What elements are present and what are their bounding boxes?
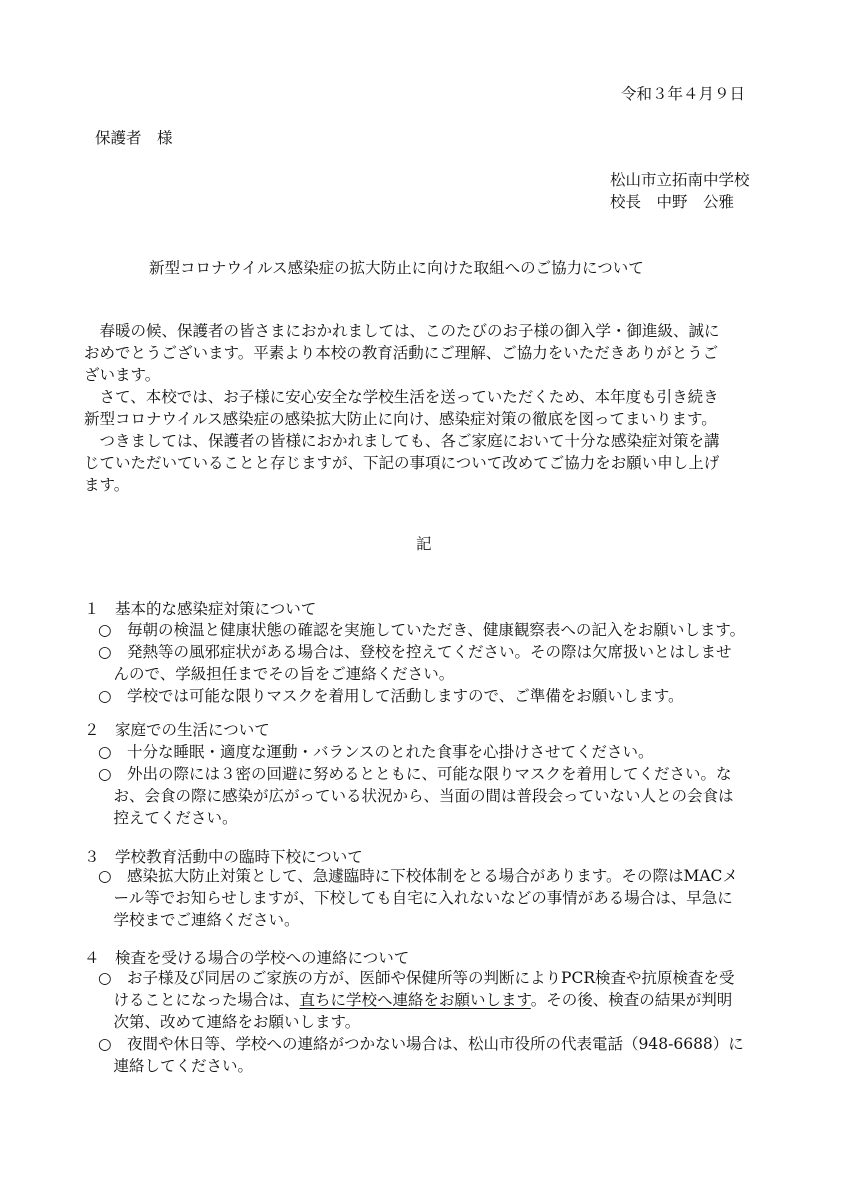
section-heading: １ 基本的な感染症対策について (84, 600, 317, 618)
addressee: 保護者 様 (95, 129, 173, 147)
body-line: おめでとうございます。平素より本校の教育活動にご理解、ご協力をいただきありがとうご (84, 344, 719, 362)
ki-heading: 記 (416, 535, 432, 553)
body-line: ます。 (84, 476, 130, 494)
section-line: お、会食の際に感染が広がっている状況から、当面の間は普段会っていない人との会食は (98, 787, 734, 805)
section-line: んので、学級担任までその旨をご連絡ください。 (98, 665, 455, 683)
section-heading: ３ 学校教育活動中の臨時下校について (84, 848, 363, 866)
body-line: 春暖の候、保護者の皆さまにおかれましては、このたびのお子様の御入学・御進級、誠に (84, 322, 720, 340)
section-line: ール等でお知らせしますが、下校しても自宅に入れないなどの事情がある場合は、早急に (98, 889, 733, 907)
school-name: 松山市立拓南中学校 (610, 171, 750, 189)
section-line: 次第、改めて連絡をお願いします。 (98, 1013, 361, 1031)
section-line: ○ 発熱等の風邪症状がある場合は、登校を控えてください。その際は欠席扱いとはしませ (98, 643, 732, 661)
letter-title: 新型コロナウイルス感染症の拡大防止に向けた取組へのご協力について (149, 259, 644, 277)
letter-date: 令和３年４月９日 (621, 85, 746, 103)
section-line-with-emphasis (98, 988, 732, 1010)
section-line: 学校までご連絡ください。 (98, 911, 300, 929)
section-line: ○ 十分な睡眠・適度な運動・バランスのとれた食事を心掛けさせてください。 (98, 743, 654, 761)
section-line: ○ 外出の際には３密の回避に努めるとともに、可能な限りマスクを着用してください。な (98, 765, 732, 783)
section-heading: ２ 家庭での生活について (84, 721, 270, 739)
section-line: ○ 毎朝の検温と健康状態の確認を実施していただき、健康観察表への記入をお願いします。 (98, 621, 746, 639)
section-line: ○ お子様及び同居のご家族の方が、医師や保健所等の判断によりPCR検査や抗原検査を受 (98, 969, 735, 987)
section-line-text: けることになった場合は、 (98, 991, 300, 1009)
section-heading: ４ 検査を受ける場合の学校への連絡について (84, 949, 410, 967)
section-line-text: 。その後、検査の結果が判明 (530, 991, 733, 1009)
section-line: 控えてください。 (98, 809, 238, 827)
body-line: ざいます。 (84, 366, 161, 384)
underlined-contact-request: 直ちに学校へ連絡をお願いします (299, 991, 531, 1009)
body-line: 新型コロナウイルス感染症の感染拡大防止に向け、感染症対策の徹底を図ってまいります。 (84, 410, 717, 428)
section-line: 連絡してください。 (98, 1057, 254, 1075)
section-line: ○ 夜間や休日等、学校への連絡がつかない場合は、松山市役所の代表電話（948-6688）に (98, 1035, 744, 1053)
body-line: さて、本校では、お子様に安心安全な学校生活を送っていただくため、本年度も引き続き (84, 388, 719, 406)
body-line: じていただいていることと存じますが、下記の事項について改めてご協力をお願い申し上げ (84, 454, 720, 472)
body-line: つきましては、保護者の皆様におかれましても、各ご家庭において十分な感染症対策を講 (84, 432, 720, 450)
section-line: ○ 学校では可能な限りマスクを着用して活動しますので、ご準備をお願いします。 (98, 687, 684, 705)
section-line: ○ 感染拡大防止対策として、急遽臨時に下校体制をとる場合があります。その際はMACメ (98, 867, 738, 885)
principal-name: 校長 中野 公雅 (610, 193, 735, 211)
